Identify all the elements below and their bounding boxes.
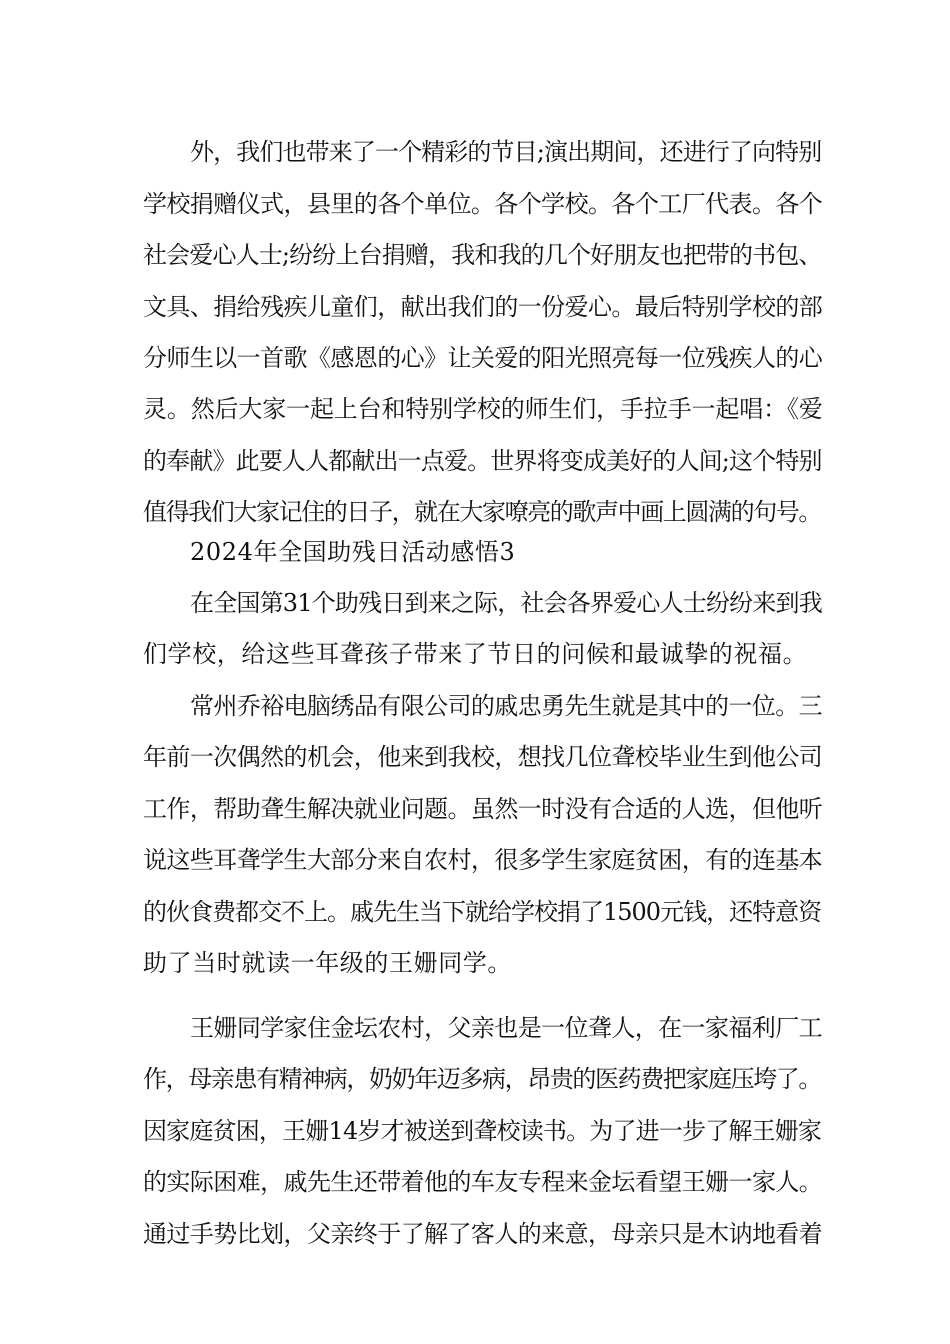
text-line: 外，我们也带来了一个精彩的节目;演出期间，还进行了向特别: [190, 138, 822, 166]
text-line: 的奉献》此要人人都献出一点爱。世界将变成美好的人间;这个特别: [143, 447, 822, 475]
text-line: 社会爱心人士;纷纷上台捐赠，我和我的几个好朋友也把带的书包、: [143, 241, 822, 269]
text-line: 的实际困难，戚先生还带着他的车友专程来金坛看望王姗一家人。: [143, 1168, 823, 1196]
text-line: 分师生以一首歌《感恩的心》让关爱的阳光照亮每一位残疾人的心: [143, 344, 823, 372]
text-line: 灵。然后大家一起上台和特别学校的师生们，手拉手一起唱：《爱: [143, 395, 823, 423]
text-line: 通过手势比划，父亲终于了解了客人的来意，母亲只是木讷地看着: [143, 1220, 823, 1248]
text-line: 作，母亲患有精神病，奶奶年迈多病，昂贵的医药费把家庭压垮了。: [143, 1065, 821, 1093]
text-line: 常州乔裕电脑绣品有限公司的戚忠勇先生就是其中的一位。三: [190, 692, 823, 720]
text-line: 在全国第31个助残日到来之际，社会各界爱心人士纷纷来到我: [190, 589, 822, 617]
text-line: 的伙食费都交不上。戚先生当下就给学校捐了1500元钱，还特意资: [143, 898, 822, 926]
text-line: 因家庭贫困，王姗14岁才被送到聋校读书。为了进一步了解王姗家: [143, 1117, 822, 1145]
text-line: 文具、捐给残疾儿童们，献出我们的一份爱心。最后特别学校的部: [143, 293, 823, 321]
text-line: 值得我们大家记住的日子，就在大家嘹亮的歌声中画上圆满的句号。: [143, 498, 821, 526]
text-line: 说这些耳聋学生大部分来自农村，很多学生家庭贫困，有的连基本: [143, 846, 823, 874]
text-line: 年前一次偶然的机会，他来到我校，想找几位聋校毕业生到他公司: [143, 743, 823, 771]
text-line: 助了当时就读一年级的王姗同学。: [143, 949, 512, 977]
text-line: 们学校，给这些耳聋孩子带来了节日的问候和最诚挚的祝福。: [143, 640, 808, 668]
text-line: 工作，帮助聋生解决就业问题。虽然一时没有合适的人选，但他听: [143, 795, 823, 823]
text-line: 王姗同学家住金坛农村，父亲也是一位聋人，在一家福利厂工: [190, 1014, 823, 1042]
text-line: 学校捐赠仪式，县里的各个单位。各个学校。各个工厂代表。各个: [143, 190, 823, 218]
section-heading: 2024年全国助残日活动感悟3: [190, 538, 516, 566]
